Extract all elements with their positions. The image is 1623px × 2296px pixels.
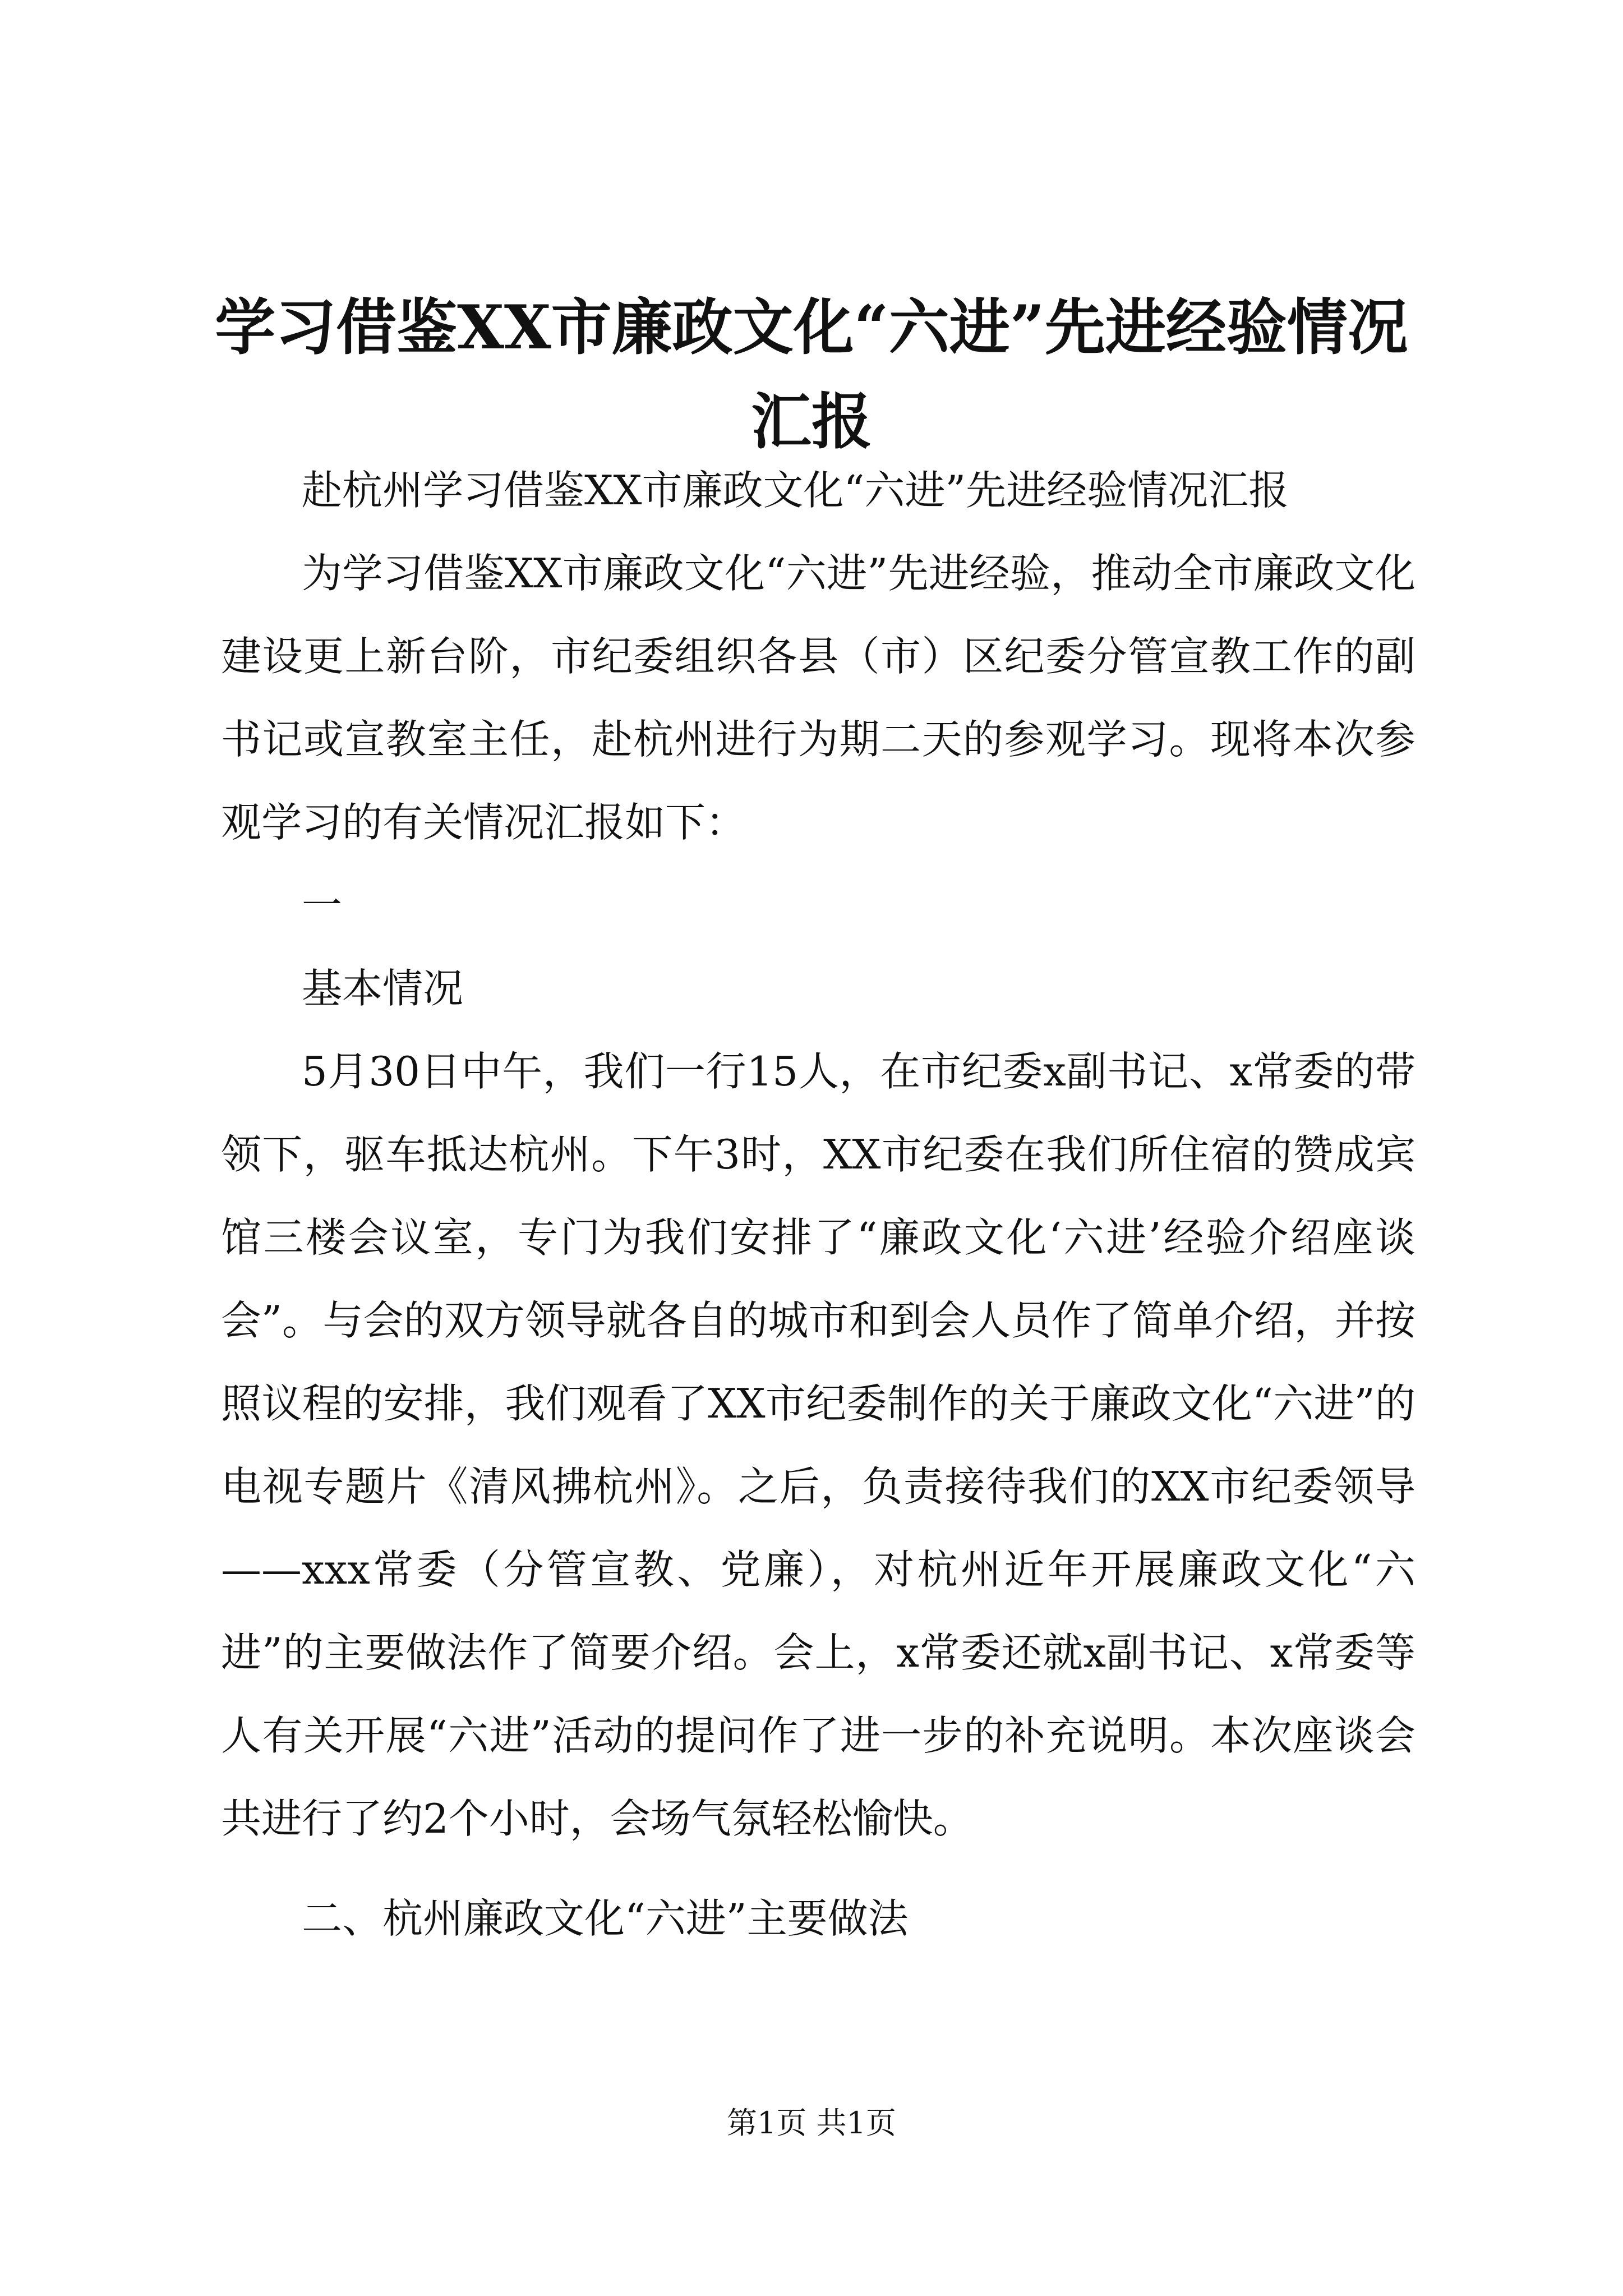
section-heading-practices: 二、杭州廉政文化“六进”主要做法	[302, 1895, 909, 1942]
document-title: 学习借鉴XX市廉政文化“六进”先进经验情况汇报	[215, 292, 1408, 457]
intro-paragraph: 为学习借鉴XX市廉政文化“六进”先进经验，推动全市廉政文化建设更上新台阶，市纪委组织各县（市）区纪委分管宣教工作的副书记或宣教室主任，赴杭州进行为期二天的参观学习。现将本次参观学习的有关情况汇报如下：	[221, 550, 1415, 846]
basic-info-paragraph: 5月30日中午，我们一行15人，在市纪委x副书记、x常委的带领下，驱车抵达杭州。下午3时，XX市纪委在我们所住宿的赞成宾馆三楼会议室，专门为我们安排了“廉政文化‘六进’经验介绍座谈会”。与会的双方领导就各自的城市和到会人员作了简单介绍，并按照议程的安排，我们观看了XX市纪委制作的关于廉政文化“六进”的电视专题片《清风拂杭州》。之后，负责接待我们的XX市纪委领导——xxx常委（分管宣教、党廉），对杭州近年开展廉政文化“六进”的主要做法作了简要介绍。会上，x常委还就x副书记、x常委等人有关开展“六进”活动的提问作了进一步的补充说明。本次座谈会共进行了约2个小时，会场气氛轻松愉快。	[221, 1048, 1415, 1842]
page-footer: 第1页 共1页	[727, 2105, 896, 2141]
section-heading-basic: 基本情况	[302, 965, 464, 1012]
subtitle-paragraph: 赴杭州学习借鉴XX市廉政文化“六进”先进经验情况汇报	[302, 467, 1289, 514]
document-body	[221, 449, 1415, 1960]
section-number: 一	[302, 882, 343, 929]
